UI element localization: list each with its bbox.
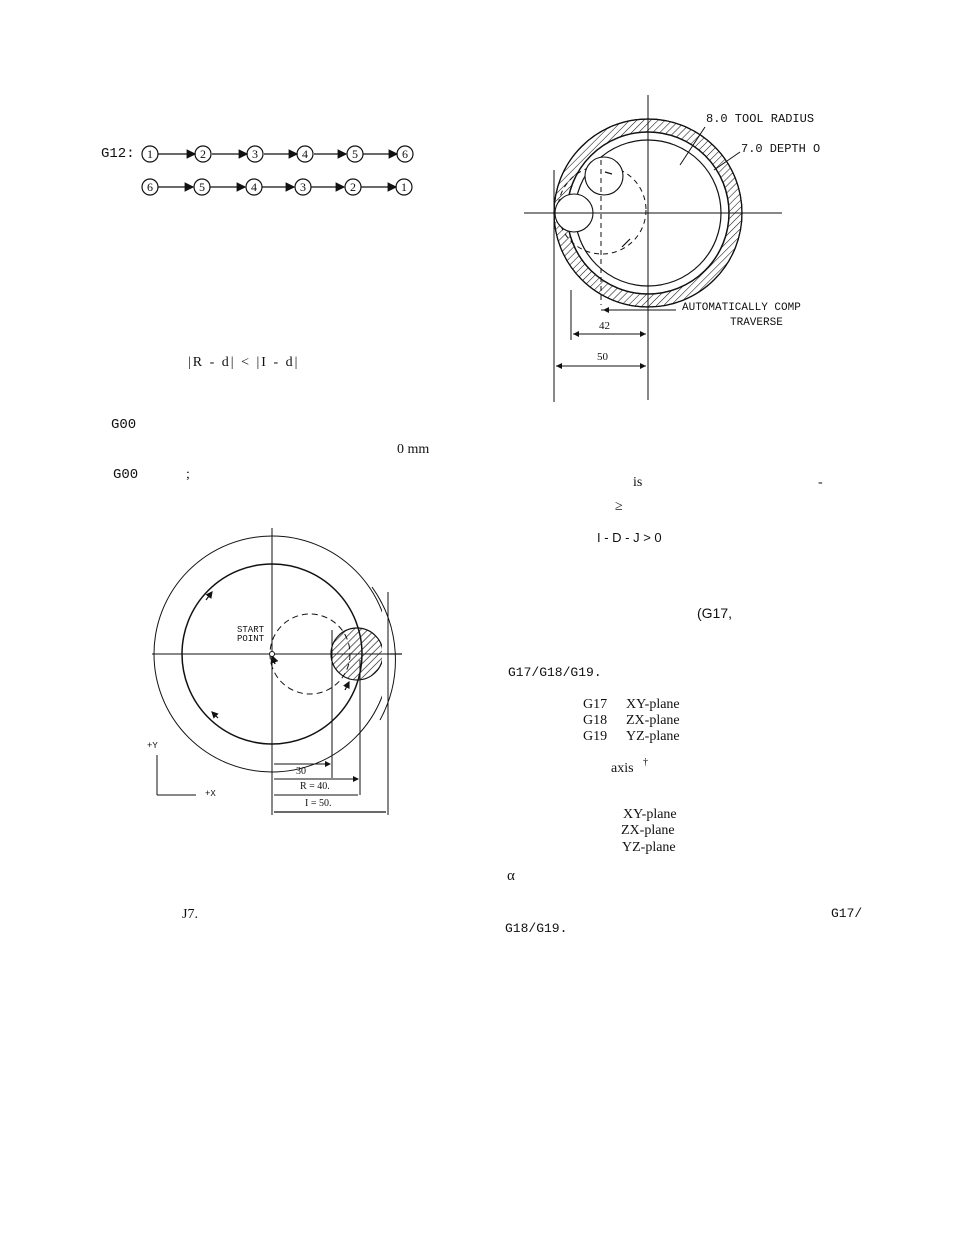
dash-text: -	[818, 475, 823, 490]
inequality-formula: I - D - J > 0	[597, 530, 662, 545]
sequence-label: G12:	[101, 146, 135, 162]
seq-num: 2	[350, 180, 356, 194]
g17-paren: (G17,	[697, 605, 733, 621]
plane2-zx: ZX-plane	[621, 823, 675, 838]
auto-comp-label: AUTOMATICALLY COMP	[682, 302, 801, 314]
dimension-r: R = 40.	[300, 781, 330, 792]
seq-num: 6	[147, 180, 153, 194]
dimension-30: 30	[296, 766, 306, 777]
seq-num: 1	[147, 147, 153, 161]
axis-y-label: +Y	[147, 741, 158, 751]
seq-num: 5	[199, 180, 205, 194]
seq-num: 4	[251, 180, 257, 194]
axis-x-label: +X	[205, 789, 216, 799]
start-label: START	[237, 625, 265, 635]
plane-name-xy: XY-plane	[626, 697, 680, 712]
depth-label: 7.0 DEPTH O	[741, 142, 821, 156]
plane-code-g19: G19	[583, 729, 608, 744]
point-label: POINT	[237, 634, 265, 644]
seq-num: 4	[302, 147, 308, 161]
zero-mm-text: 0 mm	[397, 442, 430, 457]
seq-num: 2	[200, 147, 206, 161]
alpha-symbol: α	[507, 868, 515, 884]
g-list: G17/G18/G19.	[508, 665, 602, 680]
seq-num: 5	[352, 147, 358, 161]
plane2-yz: YZ-plane	[622, 840, 676, 855]
seq-num: 6	[402, 147, 408, 161]
tool-radius-label: 8.0 TOOL RADIUS	[706, 112, 815, 126]
dimension-50: 50	[597, 351, 608, 363]
dimension-i: I = 50.	[305, 798, 332, 809]
traverse-label: TRAVERSE	[730, 317, 783, 329]
dimension-42: 42	[599, 320, 610, 332]
seq-num: 3	[300, 180, 306, 194]
g18-g19: G18/G19.	[505, 921, 568, 936]
plane-code-g18: G18	[583, 713, 608, 728]
seq-num: 3	[252, 147, 258, 161]
dagger-mark: †	[643, 757, 648, 768]
plane-code-g17: G17	[583, 697, 608, 712]
axis-text: axis	[611, 761, 634, 776]
g00-text-b: G00	[113, 467, 139, 483]
word-is: is	[633, 475, 643, 490]
j7-text: J7.	[182, 907, 198, 922]
condition-formula: |R - d| < |I - d|	[188, 355, 300, 370]
semicolon-text: ;	[186, 467, 190, 482]
g17-slash: G17/	[831, 906, 863, 921]
plane2-xy: XY-plane	[623, 807, 677, 822]
seq-num: 1	[401, 180, 407, 194]
plane-name-yz: YZ-plane	[626, 729, 680, 744]
geq-symbol: ≥	[615, 499, 623, 514]
plane-name-zx: ZX-plane	[626, 713, 680, 728]
g00-text-a: G00	[111, 417, 137, 433]
